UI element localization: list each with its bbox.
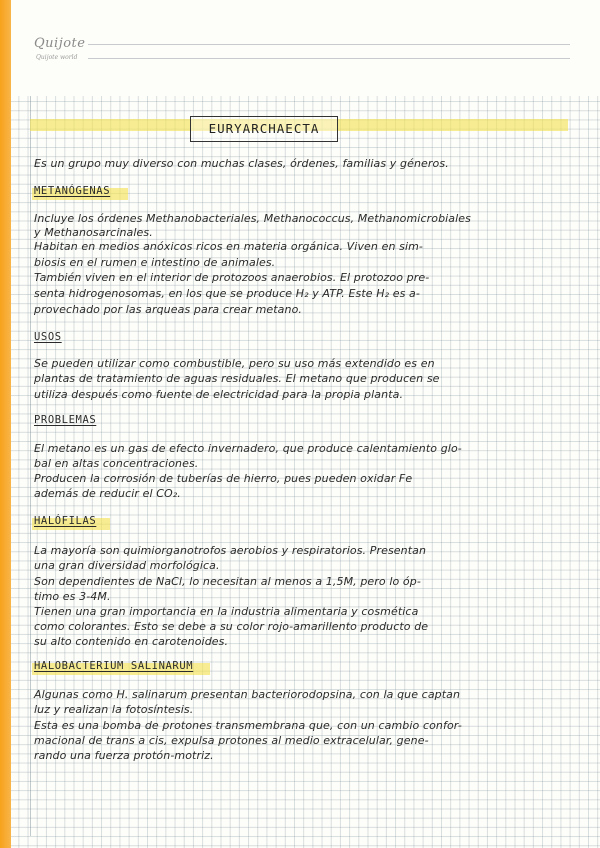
page-header-band — [0, 0, 600, 96]
text-line: Habitan en medios anóxicos ricos en materia orgánica. Viven en sim- — [34, 240, 423, 253]
text-line: También viven en el interior de protozoos anaerobios. El protozoo pre- — [34, 271, 430, 284]
title-box — [190, 116, 338, 142]
brand-logo-sub: Quijote world — [36, 54, 78, 61]
text-line: Incluye los órdenes Methanobacteriales, Methanococcus, Methanomicrobiales — [34, 212, 471, 225]
text-line: La mayoría son quimiorganotrofos aerobios y respiratorios. Presentan — [34, 544, 427, 557]
intro-text: Es un grupo muy diverso con muchas clases, órdenes, familias y géneros. — [34, 157, 449, 170]
section-heading-problemas: PROBLEMAS — [34, 414, 97, 426]
text-line: como colorantes. Esto se debe a su color rojo-amarillento producto de — [34, 620, 429, 633]
section-heading-halobacterium: HALOBACTERIUM SALINARUM — [34, 660, 194, 672]
section-heading-halofilas: HALÓFILAS — [34, 515, 97, 527]
margin-line — [30, 96, 31, 836]
page-title: EURYARCHAECTA — [208, 121, 320, 136]
text-line: macional de trans a cis, expulsa protones al medio extracelular, gene- — [34, 734, 429, 747]
section-heading-metanogenas: METANÓGENAS — [34, 185, 111, 197]
text-line: luz y realizan la fotosíntesis. — [34, 703, 194, 716]
header-rule — [88, 58, 570, 59]
text-line: Producen la corrosión de tuberías de hierro, pues pueden oxidar Fe — [34, 472, 413, 485]
text-line: provechado por las arqueas para crear metano. — [34, 303, 303, 316]
text-line: rando una fuerza protón-motriz. — [34, 749, 214, 762]
text-line: timo es 3-4M. — [34, 590, 111, 603]
text-line: Esta es una bomba de protones transmembrana que, con un cambio confor- — [34, 719, 462, 732]
text-line: biosis en el rumen e intestino de animales. — [34, 256, 276, 269]
notebook-binding-edge — [0, 0, 11, 848]
text-line: El metano es un gas de efecto invernadero, que produce calentamiento glo- — [34, 442, 462, 455]
header-rule — [88, 44, 570, 45]
section-heading-usos: USOS — [34, 331, 62, 343]
text-line: Tienen una gran importancia en la industria alimentaria y cosmética — [34, 605, 419, 618]
text-line: una gran diversidad morfológica. — [34, 559, 220, 572]
text-line: su alto contenido en carotenoides. — [34, 635, 229, 648]
text-line: utiliza después como fuente de electricidad para la propia planta. — [34, 388, 404, 401]
text-line: además de reducir el CO₂. — [34, 487, 181, 500]
text-line: Algunas como H. salinarum presentan bacteriorodopsina, con la que captan — [34, 688, 461, 701]
text-line: senta hidrogenosomas, en los que se produce H₂ y ATP. Este H₂ es a- — [34, 287, 420, 300]
text-line: plantas de tratamiento de aguas residuales. El metano que producen se — [34, 372, 440, 385]
text-line: Son dependientes de NaCl, lo necesitan al menos a 1,5M, pero lo óp- — [34, 575, 421, 588]
brand-logo: Quijote — [34, 36, 86, 51]
text-line: Se pueden utilizar como combustible, pero su uso más extendido es en — [34, 357, 435, 370]
text-line: y Methanosarcinales. — [34, 226, 153, 239]
text-line: bal en altas concentraciones. — [34, 457, 199, 470]
